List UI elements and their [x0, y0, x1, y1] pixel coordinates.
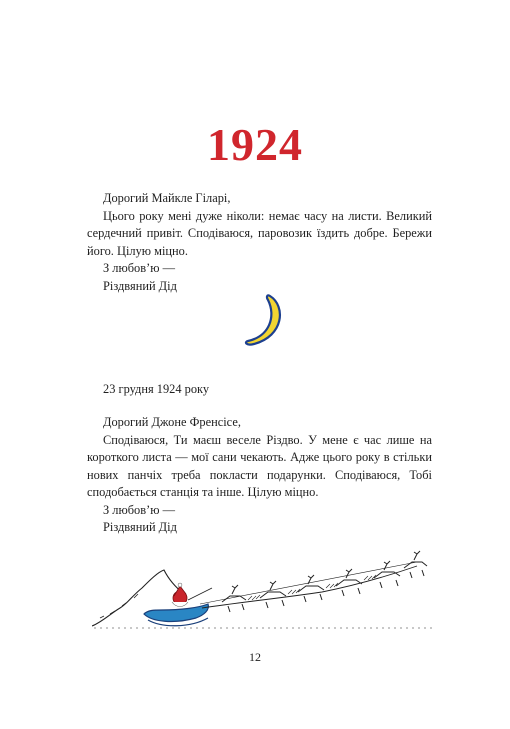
letter-date: 23 грудня 1924 року [103, 382, 210, 396]
letter-signature: Різдвяний Дід [103, 278, 177, 293]
letter-signature: Різдвяний Дід [103, 520, 177, 534]
crescent-moon-icon [240, 292, 290, 348]
letter-closing: З любов’ю — [103, 502, 175, 517]
letter-1924-john [87, 414, 432, 537]
letter-greeting: Дорогий Джоне Френсісе, [103, 415, 241, 429]
year-heading: 1924 [207, 119, 303, 170]
letter-1924-michael [87, 190, 432, 295]
letter-greeting: Дорогий Майкле Гіларі, [103, 191, 231, 205]
page-number: 12 [249, 650, 261, 664]
letter-body: Цього року мені дуже ніколи: немає часу на листи. Великий сердечний привіт. Сподіваюся, паровозик їздить добре. Бережи його. Цілую міцно. [87, 208, 432, 258]
letter-closing: З любов’ю — [103, 261, 175, 275]
santa-sleigh-illustration [92, 548, 437, 633]
letter-body: Сподіваюся, Ти маєш веселе Різдво. У мене є час лише на короткого листа — мої сани чекають. Адже цього року в стільки нових панчіх треба покласти подарунки. Сподіваюся, Тобі сподобається станція та інше. Цілую міцно. [87, 432, 432, 499]
